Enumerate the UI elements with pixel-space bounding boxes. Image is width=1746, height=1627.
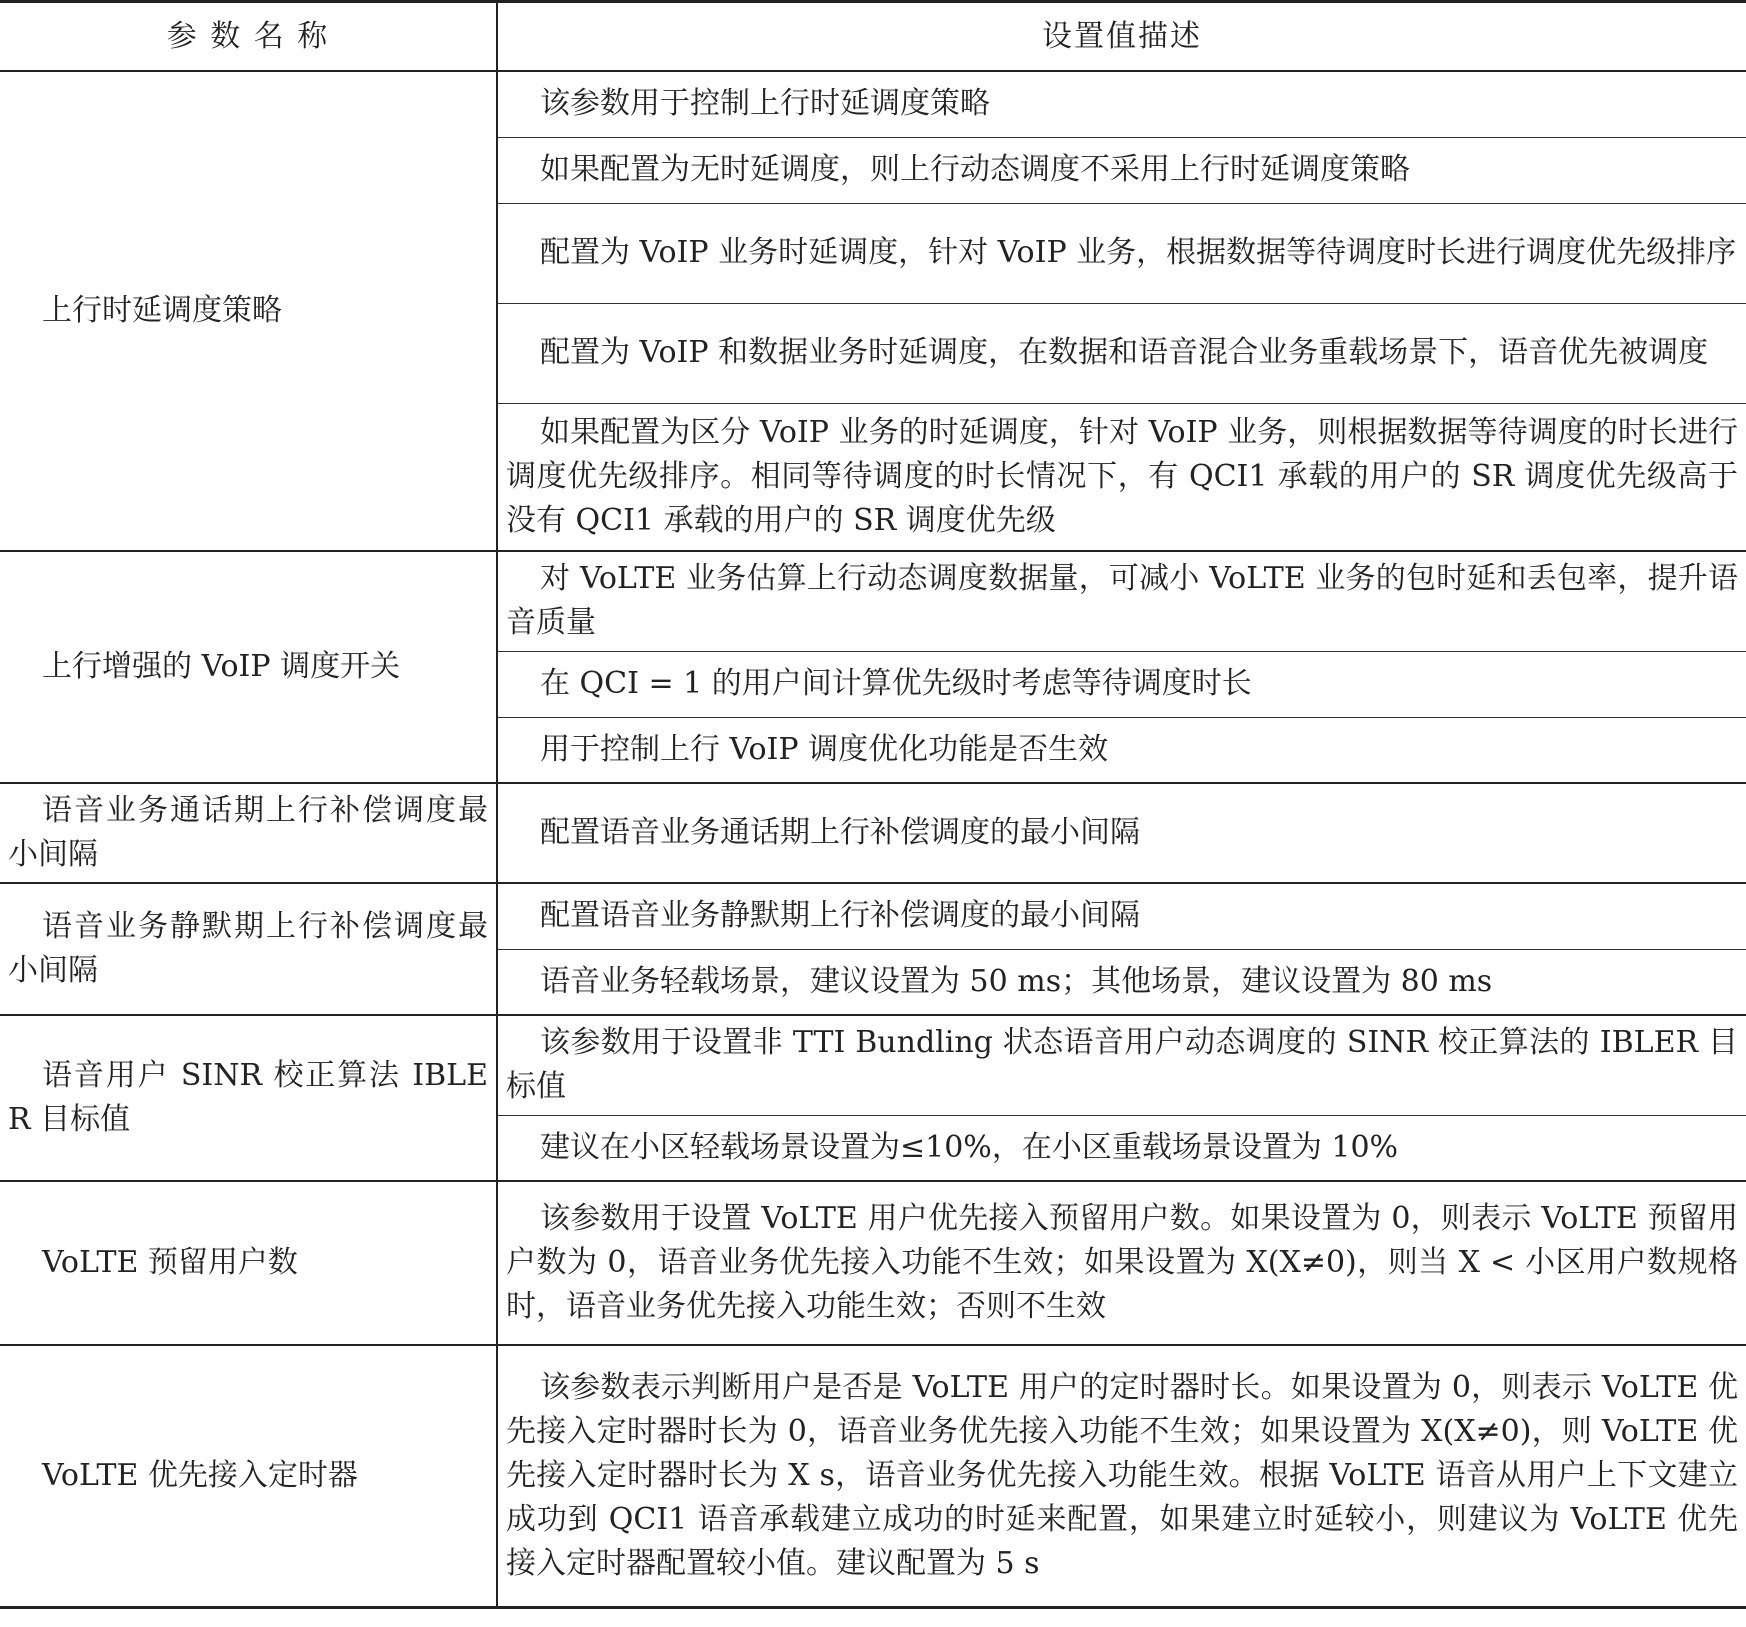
param-name-cell: 语音业务静默期上行补偿调度最小间隔 (0, 883, 497, 1015)
param-name-cell: VoLTE 优先接入定时器 (0, 1345, 497, 1607)
desc-cell: 建议在小区轻载场景设置为≤10%，在小区重载场景设置为 10% (497, 1115, 1746, 1181)
desc-cell: 语音业务轻载场景，建议设置为 50 ms；其他场景，建议设置为 80 ms (497, 949, 1746, 1015)
desc-cell: 配置为 VoIP 业务时延调度，针对 VoIP 业务，根据数据等待调度时长进行调度优先级排序 (497, 203, 1746, 303)
desc-cell: 该参数用于设置非 TTI Bundling 状态语音用户动态调度的 SINR 校正算法的 IBLER 目标值 (497, 1015, 1746, 1115)
param-name-cell: 语音业务通话期上行补偿调度最小间隔 (0, 783, 497, 883)
desc-cell: 该参数用于控制上行时延调度策略 (497, 71, 1746, 137)
desc-cell: 对 VoLTE 业务估算上行动态调度数据量，可减小 VoLTE 业务的包时延和丢包率，提升语音质量 (497, 551, 1746, 651)
desc-cell: 配置为 VoIP 和数据业务时延调度，在数据和语音混合业务重载场景下，语音优先被调度 (497, 303, 1746, 403)
param-name-cell: 上行时延调度策略 (0, 71, 497, 551)
table-row (0, 883, 1746, 949)
header-setting-desc: 设置值描述 (1042, 18, 1202, 54)
param-name-cell: VoLTE 预留用户数 (0, 1181, 497, 1345)
desc-cell: 用于控制上行 VoIP 调度优化功能是否生效 (497, 717, 1746, 783)
param-name-cell: 上行增强的 VoIP 调度开关 (0, 551, 497, 783)
desc-cell: 如果配置为区分 VoIP 业务的时延调度，针对 VoIP 业务，则根据数据等待调度的时长进行调度优先级排序。相同等待调度的时长情况下，有 QCI1 承载的用户的 SR 调度优先级高于没有 QCI1 承载的用户的 SR 调度优先级 (497, 403, 1746, 551)
desc-cell: 如果配置为无时延调度，则上行动态调度不采用上行时延调度策略 (497, 137, 1746, 203)
table-row (0, 551, 1746, 651)
table-row (0, 1015, 1746, 1115)
table-row (0, 71, 1746, 137)
table-row (0, 783, 1746, 883)
table-row (0, 1181, 1746, 1345)
header-param-name: 参 数 名 称 (0, 2, 497, 72)
desc-cell: 配置语音业务通话期上行补偿调度的最小间隔 (497, 783, 1746, 883)
desc-cell: 在 QCI = 1 的用户间计算优先级时考虑等待调度时长 (497, 651, 1746, 717)
table-header-row (0, 2, 1746, 72)
param-name-cell: 语音用户 SINR 校正算法 IBLER 目标值 (0, 1015, 497, 1181)
desc-cell: 该参数用于设置 VoLTE 用户优先接入预留用户数。如果设置为 0，则表示 VoLTE 预留用户数为 0，语音业务优先接入功能不生效；如果设置为 X(X≠0)，则当 X < 小区用户数规格时，语音业务优先接入功能生效；否则不生效 (497, 1181, 1746, 1345)
desc-cell: 该参数表示判断用户是否是 VoLTE 用户的定时器时长。如果设置为 0，则表示 VoLTE 优先接入定时器时长为 0，语音业务优先接入功能不生效；如果设置为 X(X≠0)，则 VoLTE 优先接入定时器时长为 X s，语音业务优先接入功能生效。根据 VoLTE 语音从用户上下文建立成功到 QCI1 语音承载建立成功的时延来配置，如果建立时延较小，则建议为 VoLTE 优先接入定时器配置较小值。建议配置为 5 s (497, 1345, 1746, 1607)
table-row (0, 1345, 1746, 1607)
desc-cell: 配置语音业务静默期上行补偿调度的最小间隔 (497, 883, 1746, 949)
